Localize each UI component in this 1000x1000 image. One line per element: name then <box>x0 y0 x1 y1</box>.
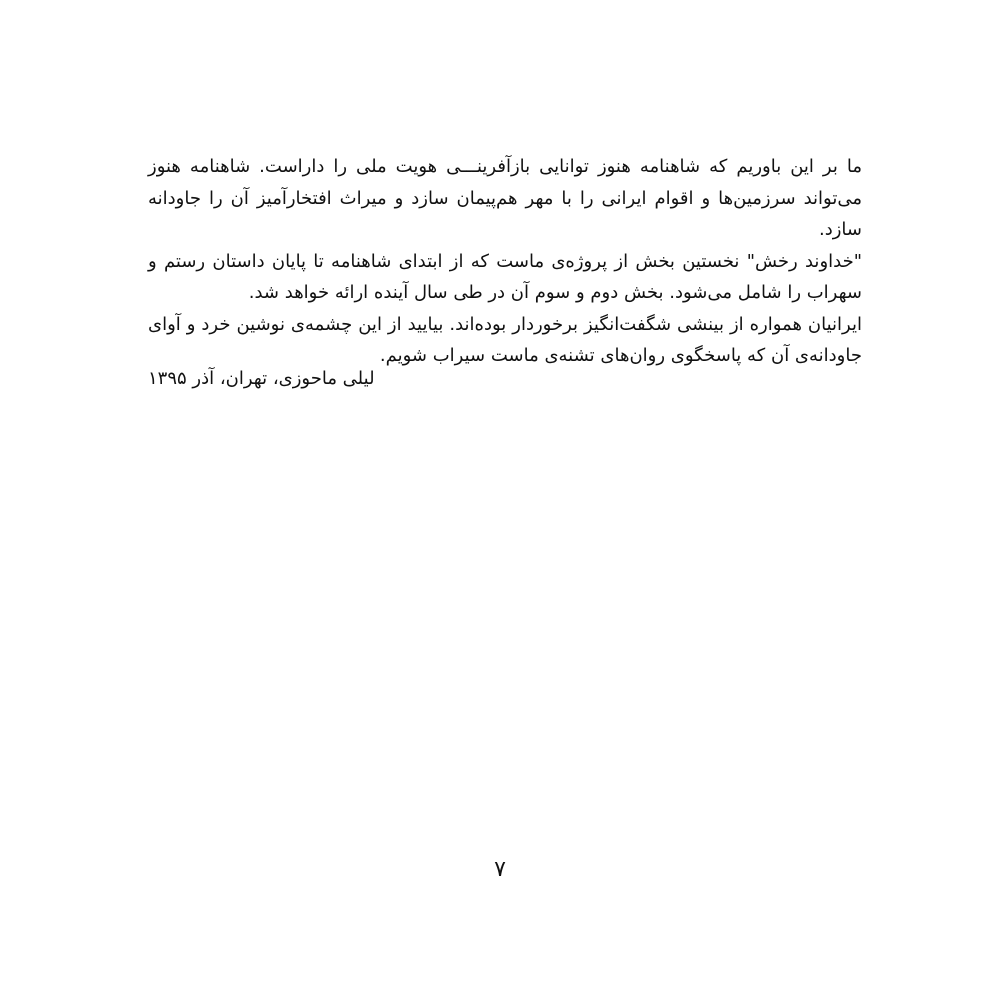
paragraph-project: "خداوند رخش" نخستین بخش از پروژه‌ی ماست که از ابتدای شاهنامه تا پایان داستان رستم و سهراب را شامل می‌شود. بخش دوم و سوم آن در طی سال آینده ارائه خواهد شد. <box>148 250 862 303</box>
page-number: ۷ <box>494 857 506 882</box>
author-signature: لیلی ماحوزی، تهران، آذر ۱۳۹۵ <box>148 368 375 389</box>
body-text <box>148 151 862 372</box>
paragraph-intro: ما بر این باوریم که شاهنامه هنوز توانایی بازآفرینـــی هویت ملی را داراست. شاهنامه هنوز می‌تواند سرزمین‌ها و اقوام ایرانی را با مهر هم‌پیمان سازد و میراث افتخارآمیز آن را جاودانه سازد. <box>148 156 862 240</box>
paragraph-closing: ایرانیان همواره از بینشی شگفت‌انگیز برخوردار بوده‌اند. بیایید از این چشمه‌ی نوشین خرد و آوای جاودانه‌ی آن که پاسخگوی روان‌های تشنه‌ی ماست سیراب شویم. <box>148 313 862 366</box>
